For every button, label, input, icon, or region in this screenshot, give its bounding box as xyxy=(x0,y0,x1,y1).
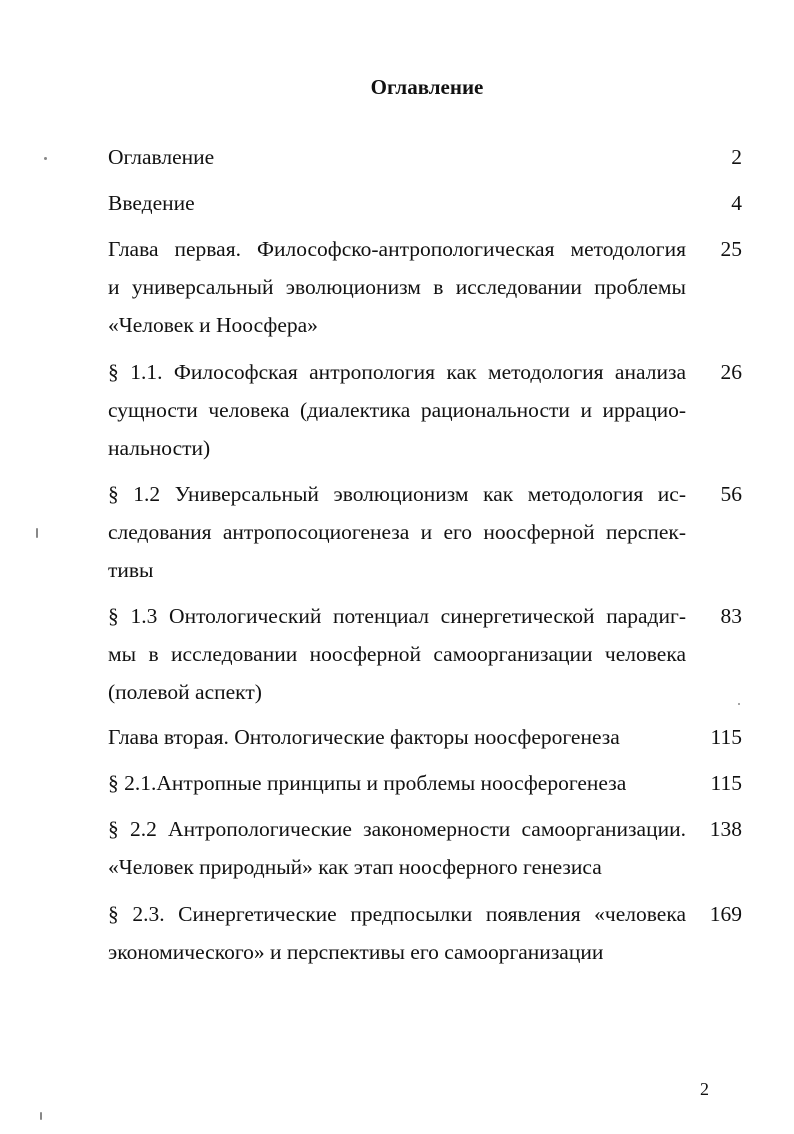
toc-entry xyxy=(108,184,742,222)
toc-entry-text xyxy=(108,230,686,344)
toc-entry-line: следования антропосоциогенеза и его ноосферной перспек- xyxy=(108,520,686,544)
toc-entry-line: сущности человека (диалектика рациональности и иррацио- xyxy=(108,398,686,422)
toc-entry xyxy=(108,597,742,711)
toc-entry-line: Введение xyxy=(108,191,195,215)
toc-entry-line: Глава первая. Философско-антропологическая методология xyxy=(108,237,686,261)
toc-entry-line: § 1.3 Онтологический потенциал синергетической парадиг- xyxy=(108,604,686,628)
toc-entry xyxy=(108,138,742,176)
toc-entry-line: Оглавление xyxy=(108,145,215,169)
toc-entry-line: мы в исследовании ноосферной самоорганизации человека xyxy=(108,642,686,666)
toc-entry-text xyxy=(108,597,686,711)
toc-entry-text xyxy=(108,895,686,971)
toc-entry-line: нальности) xyxy=(108,436,211,460)
toc-entry xyxy=(108,718,742,756)
toc-entry-line: «Человек и Ноосфера» xyxy=(108,313,318,337)
toc-entry-line: § 1.1. Философская антропология как методология анализа xyxy=(108,360,686,384)
toc-entry-line: § 2.3. Синергетические предпосылки появления «человека xyxy=(108,902,686,926)
toc-entry-text xyxy=(108,764,686,802)
toc-entry xyxy=(108,230,742,344)
toc-entry-page: 4 xyxy=(731,191,742,215)
toc-entry-text xyxy=(108,475,686,589)
toc-entry-page: 2 xyxy=(731,145,742,169)
toc-entry-page: 115 xyxy=(710,725,742,749)
toc-entry-text xyxy=(108,184,686,222)
toc-entry-line: § 2.1.Антропные принципы и проблемы ноосферогенеза xyxy=(108,771,627,795)
toc-entry-text xyxy=(108,138,686,176)
scan-speck xyxy=(40,1112,42,1120)
toc-entry-line: и универсальный эволюционизм в исследовании проблемы xyxy=(108,275,686,299)
toc-entry-line: (полевой аспект) xyxy=(108,680,262,704)
toc-entry xyxy=(108,353,742,467)
page-number: 2 xyxy=(700,1079,709,1099)
toc-entry xyxy=(108,810,742,886)
toc-entry-line: «Человек природный» как этап ноосферного генезиса xyxy=(108,855,602,879)
toc-entry-line: тивы xyxy=(108,558,154,582)
scan-speck xyxy=(36,528,38,538)
toc-entry xyxy=(108,895,742,971)
toc-entry-text xyxy=(108,353,686,467)
page-title: Оглавление xyxy=(370,75,484,99)
toc-entry-line: экономического» и перспективы его самоорганизации xyxy=(108,940,604,964)
toc-entry xyxy=(108,764,742,802)
toc-entry-page: 56 xyxy=(720,482,742,506)
toc-entry-page: 83 xyxy=(720,604,742,628)
toc-entry-text xyxy=(108,718,686,756)
scan-speck xyxy=(738,703,740,705)
toc-entry-line: § 1.2 Универсальный эволюционизм как методология ис- xyxy=(108,482,686,506)
toc-entry-page: 25 xyxy=(720,237,742,261)
toc-entry-page: 26 xyxy=(720,360,742,384)
toc-entry-page: 115 xyxy=(710,771,742,795)
toc-entry-text xyxy=(108,810,686,886)
toc-entry-page: 138 xyxy=(709,817,742,841)
toc-entry-line: § 2.2 Антропологические закономерности самоорганизации. xyxy=(108,817,686,841)
toc-entry xyxy=(108,475,742,589)
scan-speck xyxy=(44,157,47,160)
toc-entry-page: 169 xyxy=(709,902,742,926)
toc-entry-line: Глава вторая. Онтологические факторы ноосферогенеза xyxy=(108,725,620,749)
